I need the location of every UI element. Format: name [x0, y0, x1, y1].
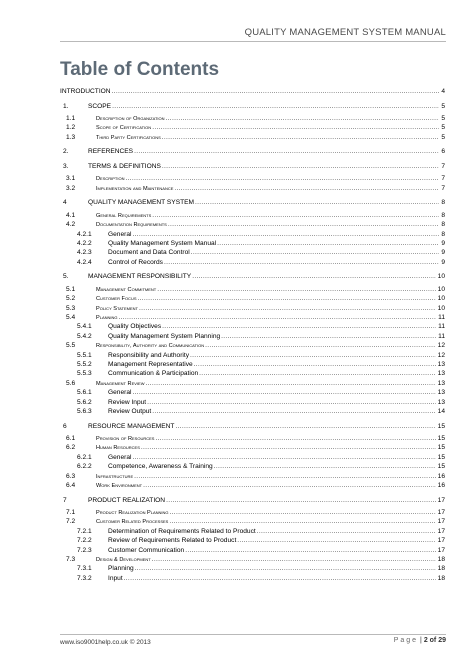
toc-dot-leader: [119, 313, 437, 322]
toc-entry-label: Third Party Certifications: [96, 134, 161, 141]
toc-entry-page: 6: [441, 148, 445, 156]
toc-dot-leader: [126, 174, 440, 183]
toc-entry[interactable]: [60, 453, 445, 462]
toc-entry-page: 11: [438, 323, 445, 331]
header-divider: [60, 41, 446, 42]
toc-entry[interactable]: [60, 422, 445, 431]
toc-entry-page: 10: [437, 273, 445, 281]
toc-entry-label: Description: [96, 176, 125, 183]
toc-entry-page: 17: [437, 537, 445, 545]
toc-entry-number: 6.4: [66, 482, 76, 489]
footer-page-count: 2 of 29: [423, 637, 446, 644]
toc-dot-leader: [221, 332, 436, 341]
toc-entry-number: 1.1: [66, 115, 76, 122]
toc-dot-leader: [132, 230, 439, 239]
footer-page-number: [394, 637, 446, 644]
toc-entry[interactable]: [60, 443, 445, 452]
toc-entry-page: 15: [437, 435, 445, 442]
toc-entry-number: 4.2.4: [77, 258, 92, 266]
toc-entry[interactable]: [60, 313, 445, 322]
toc-entry-page: 11: [438, 332, 445, 340]
toc-entry-number: 5.6.3: [77, 408, 92, 415]
toc-entry-number: 5.: [63, 273, 69, 281]
toc-entry-page: 18: [437, 556, 445, 563]
toc-entry-number: 5.1: [66, 285, 76, 293]
footer-page-separator: |: [420, 637, 422, 644]
toc-entry-label: Work Environment: [96, 483, 143, 489]
footer-page-word: Page: [393, 637, 419, 644]
toc-entry-page: 16: [437, 482, 445, 489]
toc-entry-page: 4: [441, 88, 445, 95]
toc-entry[interactable]: [60, 147, 445, 156]
toc-entry-number: 1.: [63, 102, 69, 110]
toc-entry-label: General Requirements: [96, 212, 152, 219]
toc-entry-number: 7.2: [66, 518, 76, 526]
toc-entry[interactable]: [60, 564, 445, 573]
toc-entry[interactable]: [60, 496, 445, 505]
toc-entry[interactable]: [60, 211, 445, 220]
toc-entry-label: Review Input: [108, 398, 147, 406]
toc-entry[interactable]: [60, 388, 445, 397]
toc-entry-page: 14: [437, 408, 445, 415]
toc-entry[interactable]: [60, 285, 445, 294]
toc-entry[interactable]: [60, 472, 445, 481]
toc-dot-leader: [214, 462, 436, 471]
toc-entry-label: Documentation Requirements: [96, 222, 167, 229]
toc-entry-label: TERMS & DEFINITIONS: [88, 163, 161, 170]
toc-dot-leader: [185, 546, 435, 555]
toc-dot-leader: [166, 114, 440, 123]
toc-entry-number: 5.6.1: [77, 389, 92, 397]
toc-entry-label: RESOURCE MANAGEMENT: [88, 422, 175, 430]
toc-entry-label: Review of Requirements Related to Product: [108, 537, 237, 545]
toc-entry-label: Quality Management System Planning: [108, 332, 221, 340]
toc-entry-page: 7: [441, 163, 445, 170]
toc-entry-number: 4.2: [66, 221, 76, 229]
toc-dot-leader: [237, 536, 435, 545]
toc-entry-page: 15: [437, 422, 445, 430]
toc-entry[interactable]: [60, 272, 445, 281]
toc-entry-number: 7.2.2: [77, 537, 92, 545]
footer-website[interactable]: www.iso9001help.co.uk © 2013: [60, 639, 151, 646]
toc-entry-label: Customer Communication: [108, 546, 185, 554]
toc-entry-page: 9: [441, 240, 445, 247]
toc-dot-leader: [152, 407, 435, 416]
toc-entry[interactable]: [60, 114, 445, 123]
toc-entry-label: Management Representative: [108, 361, 193, 368]
toc-entry-label: Determination of Requirements Related to Product: [108, 527, 256, 535]
toc-entry-page: 15: [437, 453, 445, 461]
toc-dot-leader: [166, 496, 436, 505]
toc-dot-leader: [169, 517, 435, 526]
toc-dot-leader: [152, 211, 439, 220]
toc-entry[interactable]: [60, 527, 445, 536]
toc-dot-leader: [155, 434, 435, 443]
toc-dot-leader: [135, 564, 436, 573]
toc-entry[interactable]: [60, 294, 445, 303]
toc-dot-leader: [162, 133, 440, 142]
toc-entry-label: Competence, Awareness & Training: [108, 463, 213, 471]
toc-entry-label: Planning: [108, 565, 134, 573]
toc-dot-leader: [170, 508, 436, 517]
toc-entry[interactable]: [60, 481, 445, 490]
toc-dot-leader: [134, 147, 439, 156]
toc-entry-number: 5.4.1: [77, 323, 92, 331]
toc-entry-page: 13: [437, 370, 445, 378]
toc-entry-page: 7: [441, 184, 445, 192]
toc-entry-number: 5.5: [66, 342, 76, 350]
toc-entry-number: 7.2.3: [77, 546, 92, 554]
toc-entry[interactable]: [60, 536, 445, 545]
toc-entry[interactable]: [60, 555, 445, 564]
toc-entry-number: 7: [63, 496, 67, 504]
toc-entry-label: Document and Data Control: [108, 249, 190, 257]
toc-entry-label: Review Output: [108, 408, 152, 415]
toc-entry[interactable]: [60, 398, 445, 407]
toc-entry[interactable]: [60, 258, 445, 267]
toc-entry-page: 18: [437, 565, 445, 573]
toc-entry[interactable]: [60, 322, 445, 331]
toc-entry[interactable]: [60, 546, 445, 555]
toc-entry-page: 17: [437, 496, 445, 504]
toc-dot-leader: [143, 481, 436, 490]
toc-entry-page: 10: [437, 295, 445, 303]
toc-entry-label: Implementation and Maintenance: [96, 185, 174, 192]
toc-dot-leader: [112, 102, 439, 111]
toc-entry-label: Responsibility, Authority and Communication: [96, 343, 205, 350]
toc-entry-number: 6.3: [66, 472, 76, 480]
toc-entry-label: REFERENCES: [88, 148, 134, 156]
toc-entry-label: PRODUCT REALIZATION: [88, 496, 166, 504]
toc-entry-page: 8: [441, 221, 445, 229]
toc-dot-leader: [162, 162, 439, 171]
toc-dot-leader: [257, 527, 436, 536]
toc-entry[interactable]: [60, 230, 445, 239]
toc-entry-number: 5.6.2: [77, 398, 92, 406]
toc-entry-number: 3.2: [66, 184, 76, 192]
toc-entry-label: Description of Organization: [96, 116, 165, 122]
toc-entry-number: 4.2.1: [77, 230, 92, 238]
toc-entry[interactable]: [60, 123, 445, 132]
toc-entry-number: 6.2: [66, 444, 76, 452]
toc-entry-page: 5: [441, 115, 445, 122]
toc-entry[interactable]: [60, 341, 445, 350]
toc-entry-page: 15: [437, 463, 445, 471]
toc-dot-leader: [124, 574, 436, 583]
toc-dot-leader: [152, 123, 439, 132]
toc-entry[interactable]: [60, 369, 445, 378]
toc-entry-number: 7.3.1: [77, 565, 92, 573]
toc-dot-leader: [168, 220, 440, 229]
toc-entry[interactable]: [60, 304, 445, 313]
toc-dot-leader: [132, 453, 435, 462]
toc-entry-page: 8: [441, 230, 445, 238]
toc-dot-leader: [175, 422, 435, 431]
toc-dot-leader: [134, 472, 436, 481]
toc-entry-label: Human Resources: [96, 445, 140, 452]
toc-entry-page: 10: [437, 285, 445, 293]
toc-entry-label: Input: [108, 574, 123, 582]
toc-entry[interactable]: [60, 434, 445, 443]
toc-entry-number: 5.4: [66, 314, 76, 321]
toc-entry[interactable]: [60, 360, 445, 369]
toc-entry-label: General: [108, 453, 132, 461]
toc-entry-label: Planning: [96, 315, 118, 321]
toc-entry-number: 3.: [63, 163, 69, 170]
toc-dot-leader: [205, 341, 436, 350]
toc-entry-number: 1.2: [66, 124, 76, 132]
toc-entry-number: 6: [63, 422, 67, 430]
toc-entry-label: MANAGEMENT RESPONSIBILITY: [88, 273, 192, 281]
toc-entry[interactable]: [60, 133, 445, 142]
toc-entry-page: 5: [441, 124, 445, 132]
toc-dot-leader: [138, 294, 436, 303]
toc-entry[interactable]: [60, 102, 445, 111]
toc-dot-leader: [199, 369, 436, 378]
toc-dot-leader: [141, 443, 436, 452]
toc-entry-label: Customer Related Processes: [96, 519, 169, 526]
footer-divider: [60, 634, 446, 635]
toc-entry-page: 16: [437, 472, 445, 480]
toc-entry[interactable]: [60, 220, 445, 229]
toc-entry-number: 6.2.2: [77, 463, 92, 471]
toc-entry-page: 17: [437, 518, 445, 526]
toc-entry-page: 18: [437, 574, 445, 582]
toc-entry-page: 17: [437, 546, 445, 554]
toc-heading: Table of Contents: [60, 59, 220, 80]
toc-entry-number: 7.3: [66, 556, 76, 563]
toc-entry-page: 13: [437, 398, 445, 406]
toc-entry-number: 5.5.1: [77, 351, 92, 359]
toc-entry-label: SCOPE: [88, 102, 112, 110]
toc-entry-number: 5.6: [66, 379, 76, 387]
toc-entry-label: Communication & Participation: [108, 370, 199, 378]
toc-entry-label: Quality Objectives: [108, 323, 162, 331]
toc-dot-leader: [164, 258, 439, 267]
toc-entry-number: 4.1: [66, 211, 76, 219]
toc-entry[interactable]: [60, 574, 445, 583]
toc-entry-number: 7.1: [66, 509, 76, 516]
toc-dot-leader: [132, 388, 435, 397]
toc-entry-label: INTRODUCTION: [60, 88, 111, 95]
document-header-title: QUALITY MANAGEMENT SYSTEM MANUAL: [244, 27, 446, 38]
toc-entry-label: Product Realization Planning: [96, 510, 169, 516]
toc-entry-number: 5.3: [66, 304, 76, 312]
toc-dot-leader: [112, 87, 440, 96]
toc-entry-page: 15: [437, 444, 445, 452]
toc-entry[interactable]: [60, 239, 445, 248]
toc-dot-leader: [152, 555, 436, 564]
toc-entry-page: 13: [437, 379, 445, 387]
toc-entry-page: 9: [441, 258, 445, 266]
toc-entry-number: 7.2.1: [77, 527, 92, 535]
toc-entry-label: Scope of Certification: [96, 125, 152, 132]
toc-entry-page: 13: [437, 389, 445, 397]
toc-entry-page: 5: [441, 102, 445, 110]
toc-entry-page: 8: [441, 211, 445, 219]
toc-dot-leader: [217, 239, 439, 248]
toc-entry-number: 5.4.2: [77, 332, 92, 340]
toc-entry-label: Responsibility and Authority: [108, 351, 190, 359]
toc-entry[interactable]: [60, 162, 445, 171]
toc-dot-leader: [162, 322, 436, 331]
toc-entry-label: Control of Records: [108, 258, 163, 266]
toc-entry-label: Infrastructure: [96, 473, 134, 480]
toc-entry[interactable]: [60, 87, 445, 96]
toc-dot-leader: [195, 198, 439, 207]
toc-entry-page: 5: [441, 133, 445, 141]
toc-entry[interactable]: [60, 462, 445, 471]
toc-entry-number: 6.1: [66, 435, 76, 442]
toc-entry[interactable]: [60, 379, 445, 388]
toc-entry-page: 9: [441, 249, 445, 257]
toc-entry-page: 17: [437, 527, 445, 535]
toc-entry[interactable]: [60, 198, 445, 207]
toc-entry[interactable]: [60, 351, 445, 360]
toc-dot-leader: [192, 272, 435, 281]
toc-entry-number: 5.5.2: [77, 361, 92, 368]
toc-entry-label: Management Commitment: [96, 286, 157, 293]
toc-entry-label: Management Review: [96, 380, 145, 387]
toc-entry-page: 8: [441, 199, 445, 207]
toc-entry-label: Provision of Resources: [96, 436, 155, 442]
toc-entry-number: 4: [63, 199, 67, 207]
toc-dot-leader: [191, 248, 440, 257]
toc-entry-page: 17: [437, 509, 445, 516]
toc-entry[interactable]: [60, 184, 445, 193]
toc-entry-page: 10: [437, 304, 445, 312]
toc-dot-leader: [139, 304, 436, 313]
toc-entry-number: 5.5.3: [77, 370, 92, 378]
toc-entry-label: Design & Development: [96, 557, 151, 563]
toc-entry-number: 3.1: [66, 175, 76, 183]
toc-entry-number: 6.2.1: [77, 453, 92, 461]
toc-entry-label: Customer Focus: [96, 296, 137, 303]
toc-dot-leader: [174, 184, 439, 193]
toc-entry-number: 4.2.3: [77, 249, 92, 257]
toc-dot-leader: [157, 285, 435, 294]
toc-entry-number: 5.2: [66, 295, 76, 303]
toc-entry-number: 4.2.2: [77, 240, 92, 247]
toc-entry-page: 12: [437, 351, 445, 359]
toc-entry-page: 13: [437, 361, 445, 368]
toc-entry-label: Policy Statement: [96, 305, 138, 312]
toc-entry-number: 2.: [63, 148, 69, 156]
toc-entry[interactable]: [60, 517, 445, 526]
toc-entry[interactable]: [60, 332, 445, 341]
toc-dot-leader: [147, 398, 436, 407]
toc-entry-number: 7.3.2: [77, 574, 92, 582]
toc-dot-leader: [194, 360, 436, 369]
toc-entry-page: 12: [437, 342, 445, 350]
toc-dot-leader: [145, 379, 435, 388]
toc-entry[interactable]: [60, 174, 445, 183]
toc-entry-label: Quality Management System Manual: [108, 240, 217, 247]
toc-entry-label: General: [108, 389, 132, 397]
toc-entry-number: 1.3: [66, 133, 76, 141]
toc-entry-page: 7: [441, 175, 445, 183]
toc-entry-page: 11: [438, 314, 445, 321]
toc-entry[interactable]: [60, 407, 445, 416]
toc-entry[interactable]: [60, 248, 445, 257]
toc-entry[interactable]: [60, 508, 445, 517]
toc-entry-label: QUALITY MANAGEMENT SYSTEM: [88, 199, 195, 207]
toc-dot-leader: [190, 351, 436, 360]
toc-entry-label: General: [108, 230, 132, 238]
